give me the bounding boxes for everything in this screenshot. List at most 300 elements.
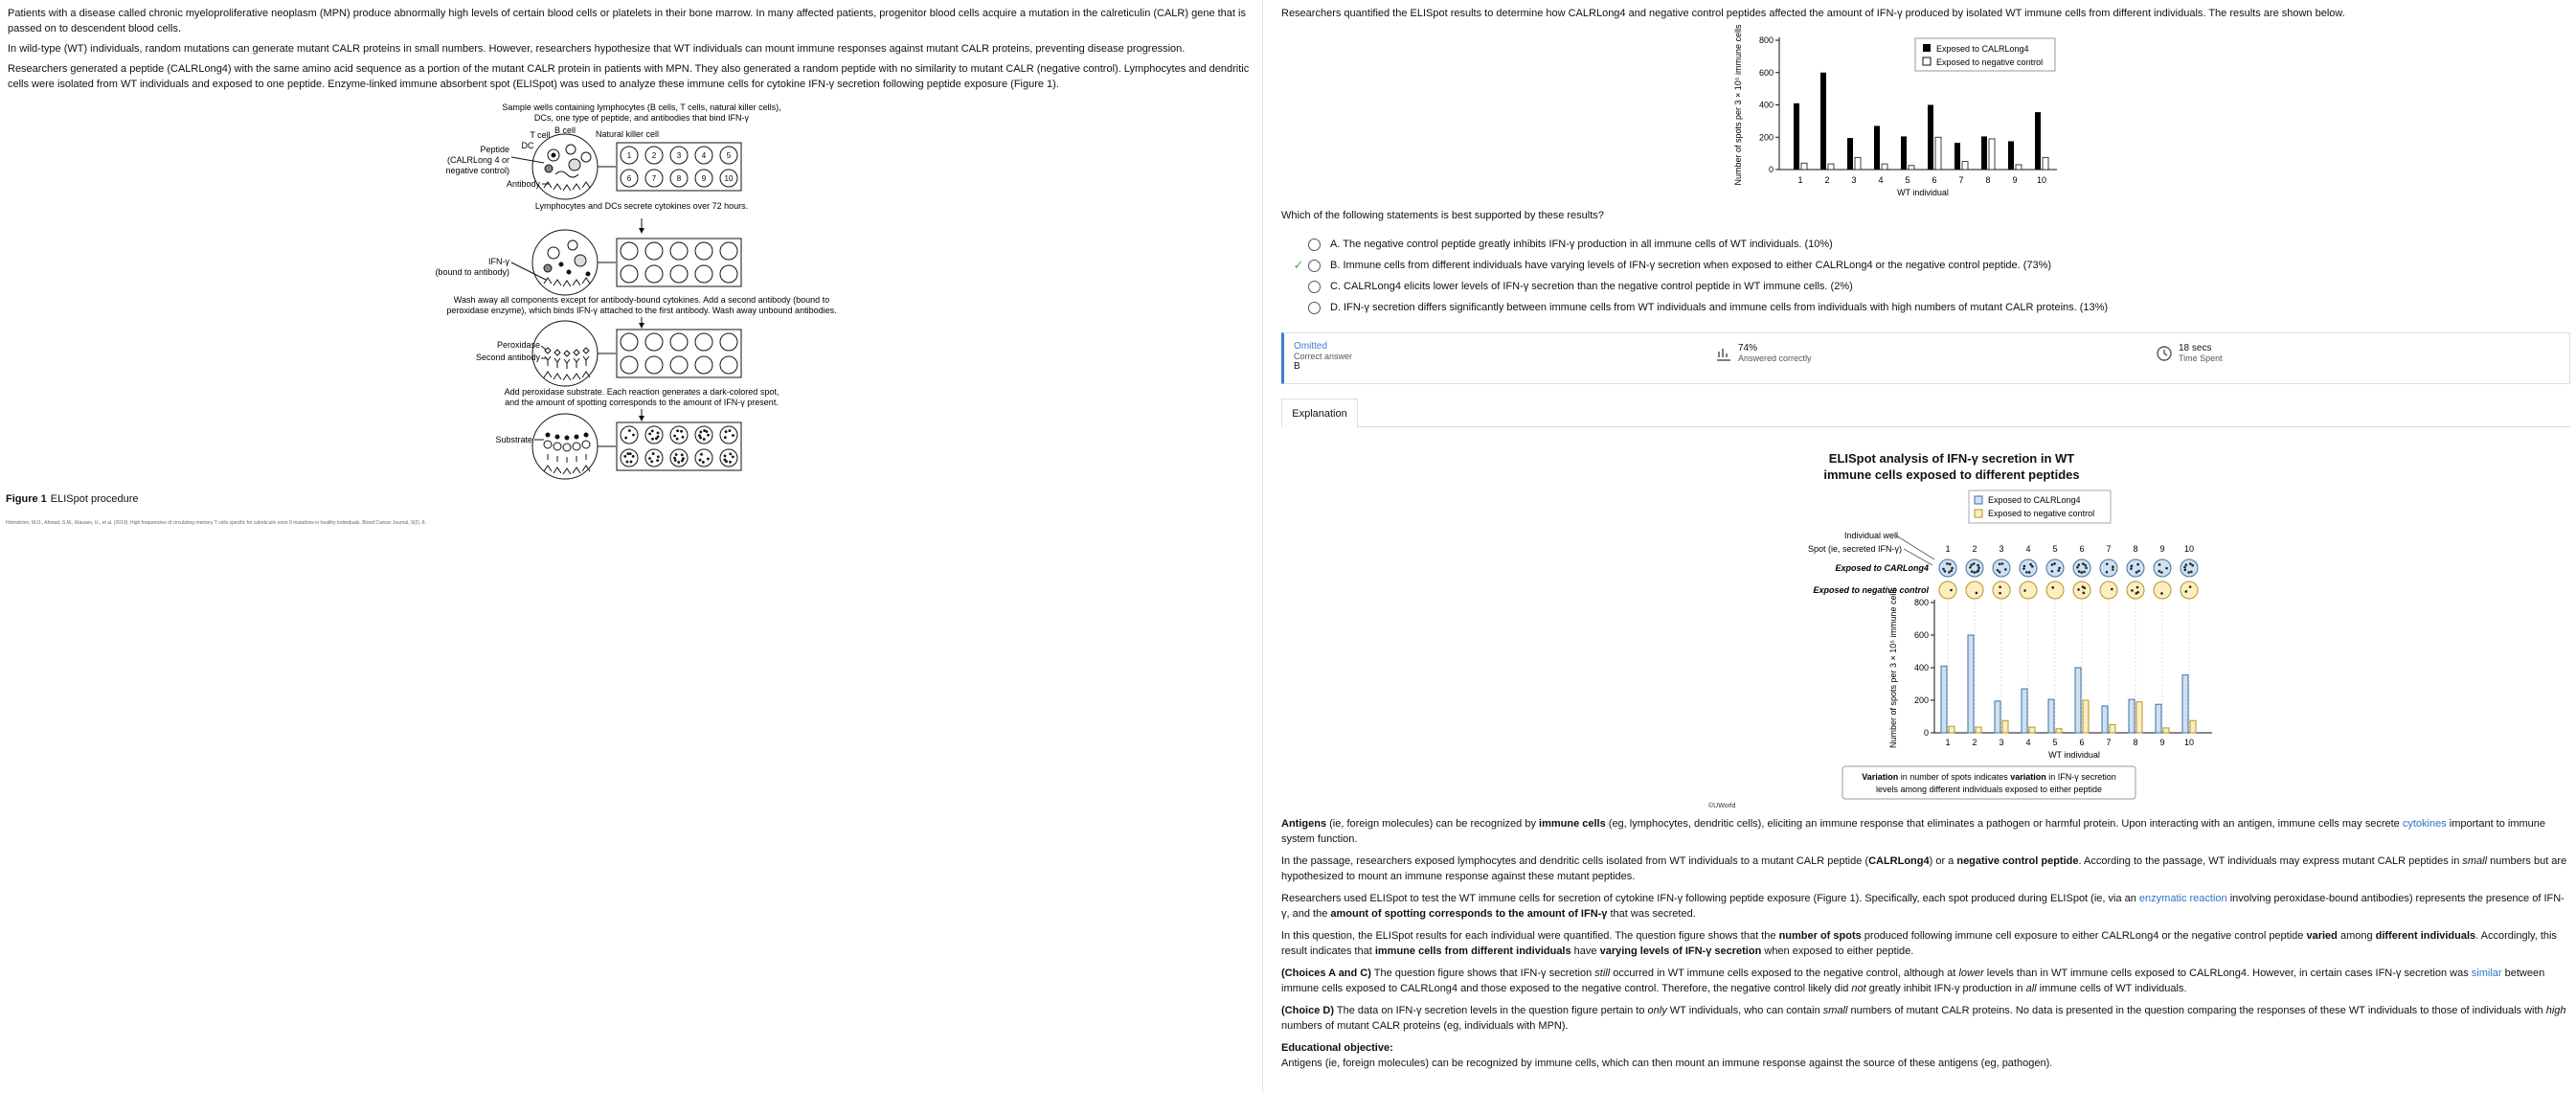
bar-negative-control [2043,157,2048,170]
well-spot [2135,592,2138,595]
explanation-bar-chart [1888,586,2212,760]
well-spot [1999,585,2001,588]
plate-well-number: 6 [626,174,632,183]
plate-spot [732,434,734,437]
well-number: 4 [2025,544,2031,554]
well-number: 3 [1999,544,2004,554]
well-spot [1999,592,2001,595]
well-spot [1951,567,1954,570]
well-spot [2185,590,2188,593]
y-axis-label: Number of spots per 3 × 10⁵ immune cells [1733,24,1743,186]
well-spot [2112,565,2114,568]
y-tick-label: 400 [1913,663,1929,672]
plate-spot [648,432,651,435]
bar-calrlong4 [2048,699,2054,733]
well-spot [2022,567,2025,570]
plate-spot [707,434,710,437]
y-tick-label: 600 [1758,67,1774,78]
well-negative-control [1939,581,1956,599]
well-calrlong4 [2100,559,2117,577]
step3-text-a: Wash away all components except for antibody-bound cytokines. Add a second antibody (bound to [453,295,830,305]
bar-calrlong4 [2075,668,2081,733]
bar-negative-control [2110,725,2115,734]
passage-panel [0,0,1262,1093]
bar-calrlong4 [1995,701,2000,733]
y-tick-label: 600 [1913,630,1929,640]
plate-spot [674,459,677,462]
explanation-text [1281,816,2570,1078]
y-tick-label: 800 [1913,598,1929,607]
y-axis-label: Number of spots per 3 × 10⁵ immune cells [1888,586,1898,749]
well-spot [2189,585,2192,588]
bar-negative-control [1855,157,1861,170]
well-spot [2084,564,2087,567]
bar-calrlong4 [1941,666,1947,733]
explanation-title-line-1: ELISpot analysis of IFN-γ secretion in WT [1828,451,2075,466]
well-spot [2023,565,2026,568]
well-spot [2191,564,2194,567]
choice-a-text: A. The negative control peptide greatly inhibits IFN-γ production in all immune cells of WT individuals. (10%) [1330,239,1833,250]
x-tick-label: 10 [2036,175,2047,185]
plate-spot [729,429,732,432]
educational-objective-text: Antigens (ie, foreign molecules) can be recognized by immune cells, which can then mount an immune response against the source of these antigens (eg, pathogen). [1281,1058,2053,1069]
copyright: ©UWorld [1708,803,1736,809]
plate-spot [632,434,635,437]
well-spot [1969,566,1972,569]
well-spot [2106,562,2109,565]
bar-negative-control [2029,727,2035,733]
well-spot [2158,570,2161,573]
choice-c[interactable] [1291,277,1853,296]
step2-text: Lymphocytes and DCs secrete cytokines over 72 hours. [534,201,749,211]
well-spot [2077,563,2080,566]
bar-calrlong4 [2156,704,2161,733]
plate-spot [724,454,727,457]
plate-spot [624,437,627,440]
plate-spot [628,429,631,432]
well-spot [2189,562,2192,565]
row-label-calr: Exposed to CARLong4 [1835,563,1929,573]
plate-spot [707,458,710,461]
bar-negative-control [1828,164,1834,170]
well-spot [2160,592,2163,595]
answer-stats-bar [1281,332,2570,384]
well-spot [1976,592,1978,595]
well-spot [1999,562,2001,565]
plate-spot [699,459,702,462]
plate-well [670,449,688,467]
well-spot [2131,589,2134,592]
well-calrlong4 [2127,559,2144,577]
plate-well [621,242,638,260]
plate-well [695,333,712,351]
plate-spot [626,452,629,455]
well-spot [2028,571,2031,574]
panel-divider [1262,0,1263,1093]
plate-spot [652,452,655,455]
well-spot [1948,571,1951,574]
bar-negative-control [1976,727,1981,733]
well-calrlong4 [2046,559,2064,577]
well-spot [2001,562,2004,565]
well-spot [1999,571,2001,574]
elispot-procedure-figure [435,100,843,483]
well-spot [1977,566,1980,569]
plate-well [670,333,688,351]
well-negative-control [2046,581,2064,599]
plate-spot [681,453,684,456]
bar-calrlong4 [1794,103,1799,170]
step1-text-a: Sample wells containing lymphocytes (B cells, T cells, natural killer cells), [502,102,781,112]
well-calrlong4 [1966,559,1983,577]
bar-calrlong4 [1874,125,1880,170]
choice-a[interactable] [1291,235,1833,254]
explanation-paragraph-2: In the passage, researchers exposed lymphocytes and dendritic cells isolated from WT individuals to a mutant CALR peptide (CALRLong4) or a negative control peptide. According to the passage, WT individuals may express mutant CALR peptides in small numbers but are hypothesized to mount an immune response against these mutant peptides. [1281,855,2567,882]
well-spot [2137,570,2140,573]
spot-label: Spot (ie, secreted IFN-γ) [1808,544,1903,554]
well-spot [1946,562,1949,565]
well-spot [2184,569,2187,572]
plate-well [621,449,638,467]
legend-neg-text: Exposed to negative control [1988,509,2095,518]
step4-text-a: Add peroxidase substrate. Each reaction generates a dark-colored spot, [504,387,780,397]
well-spot [2023,589,2026,592]
bar-chart-icon [1715,345,1732,362]
plate-spot [656,459,659,462]
plate-well [720,242,737,260]
x-tick-label: 8 [2133,738,2138,747]
well-spot [2051,586,2054,589]
plate-spot [676,438,679,441]
x-tick-label: 2 [1824,175,1830,185]
well-spot [2158,563,2161,566]
plate-spot [729,461,732,464]
plate-spot [699,437,702,440]
plate-spot [651,429,654,432]
well-spot [2029,563,2032,566]
plate-well [695,449,712,467]
plate-spot [703,429,706,432]
legend-swatch-calr [1923,44,1931,52]
choice-b-radio[interactable] [1308,260,1321,272]
plate-well-number: 3 [676,151,682,160]
time-spent: 18 secs [2179,343,2212,353]
plate-spot [673,457,676,460]
plate-spot [657,432,660,435]
cytokines-link[interactable]: cytokines [2402,818,2447,830]
substrate-label: Substrate [495,435,532,444]
percent-correct-label: Answered correctly [1738,353,1812,363]
plate-spot [648,457,651,460]
y-tick-label: 800 [1758,35,1774,45]
x-axis-label: WT individual [1897,188,1949,197]
step1-text-b: DCs, one type of peptide, and antibodies that bind IFN-γ [533,113,750,123]
plate-spot [700,453,703,456]
plate-well [670,356,688,374]
well-number: 1 [1945,544,1951,554]
well-calrlong4 [2154,559,2171,577]
legend-calr-text: Exposed to CALRLong4 [1988,495,2081,505]
plate-spot [680,430,683,433]
y-tick-label: 0 [1923,728,1929,738]
well-spot [2085,566,2088,569]
plate-spot [725,430,728,433]
x-tick-label: 1 [1797,175,1803,185]
plate-well [645,265,663,283]
percent-block [1715,343,1812,363]
well-spot [2083,587,2086,590]
well-negative-control [2073,581,2090,599]
choice-c-radio[interactable] [1308,281,1321,293]
well-spot [2136,586,2139,589]
well-spot [2051,570,2054,573]
tab-explanation[interactable]: Explanation [1281,398,1358,428]
explanation-paragraph-5: (Choices A and C) The question figure shows that IFN-γ secretion still occurred in WT immune cells exposed to the negative control, although at lower levels than in WT immune cells exposed to CALRLong4. However, in certain cases IFN-γ secretion was similar between immune cells exposed to CALRLong4 and those exposed to the negative control. Therefore, the negative control likely did not greatly inhibit IFN-γ production in all immune cells of WT individuals. [1281,968,2545,994]
well-negative-control [2100,581,2117,599]
x-tick-label: 7 [2106,738,2112,747]
question-stem: Which of the following statements is best supported by these results? [1281,210,1604,221]
well-number: 8 [2133,544,2138,554]
choice-b[interactable] [1291,256,2051,275]
well-spot [2078,570,2081,573]
plate-spot [729,452,732,455]
legend-swatch-neg [1975,510,1982,517]
well-spot [2160,571,2163,574]
well-spot [1977,569,1980,572]
well-calrlong4 [2073,559,2090,577]
bar-calrlong4 [1955,143,1960,170]
plate-well-number: 4 [701,151,707,160]
well-calrlong4 [1993,559,2010,577]
row-label-neg: Exposed to negative control [1813,585,1929,595]
well-spot [2082,562,2085,565]
explanation-figure-title [1789,450,2114,483]
bar-calrlong4 [2102,706,2108,733]
plate-well [645,356,663,374]
well-spot [2111,588,2113,591]
clock-icon [2156,345,2173,362]
time-block [2156,343,2223,363]
y-tick-label: 200 [1913,695,1929,705]
well-spot [2131,565,2134,568]
well-spot [2080,571,2083,574]
plate-well-number: 5 [726,151,732,160]
x-tick-label: 6 [2079,738,2085,747]
x-tick-label: 2 [1972,738,1977,747]
x-tick-label: 8 [1985,175,1991,185]
choice-a-radio[interactable] [1308,239,1321,251]
choice-d[interactable] [1291,298,2108,317]
peroxidase-label: Peroxidase [496,340,540,350]
choice-d-text: D. IFN-γ secretion differs significantly between immune cells from WT individuals and immune cells from individuals with high numbers of mutant CALR proteins. (13%) [1330,302,2109,313]
well-spot [2076,566,2079,569]
plate-well-number: 2 [651,151,657,160]
plate-spot [682,457,685,460]
explanation-title-line-2: immune cells exposed to different peptides [1823,467,2080,482]
educational-objective-title: Educational objective: [1281,1042,1393,1054]
bar-calrlong4 [1928,105,1933,171]
plate-well [695,426,712,444]
correct-check-icon: ✓ [1293,258,1304,272]
well-spot [1973,562,1976,565]
x-tick-label: 6 [1932,175,1937,185]
well-spot [2135,571,2138,574]
bar-calrlong4 [1901,136,1907,170]
plate-well [621,426,638,444]
figure-title: ELISpot procedure [50,493,139,505]
answer-status-block [1294,341,1352,372]
bar-calrlong4 [2129,699,2135,733]
plate-well [720,333,737,351]
well-spot [2025,571,2028,574]
antibody-label: Antibody [506,179,540,189]
t-cell-label: T cell [530,130,551,140]
well-spot [1997,569,2000,572]
plate-well [695,265,712,283]
plate-spot [623,455,626,458]
bar-negative-control [1882,164,1887,170]
peptide-label-b: (CALRLong 4 or [446,155,509,165]
y-tick-label: 400 [1758,100,1774,110]
results-text: Researchers quantified the ELISpot results to determine how CALRLong4 and negative control peptides affected the amount of IFN-γ produced by isolated WT immune cells from different individuals. The results are shown below. [1281,8,2345,19]
plate-well [695,242,712,260]
well-spot [2077,588,2080,591]
bar-negative-control [1962,162,1968,170]
explanation-figure [1703,489,2195,805]
choice-d-radio[interactable] [1308,302,1321,314]
bar-negative-control [1989,139,1995,170]
well-negative-control [2020,581,2037,599]
legend-swatch-neg [1923,57,1931,65]
answer-status: Omitted [1294,341,1328,352]
well-spot [2058,567,2061,570]
well-spot [2053,562,2056,565]
plate-well [720,265,737,283]
plate-spot [703,438,706,441]
plate-well [695,356,712,374]
x-tick-label: 10 [2183,738,2195,747]
explanation-paragraph-1: Antigens (ie, foreign molecules) can be recognized by immune cells (eg, lymphocytes, dendritic cells), eliciting an immune response that eliminates a pathogen or harmful protein. Upon interacting with an antigen, immune cells may secrete cytokines important to immune system function. [1281,818,2546,845]
bar-negative-control [2083,700,2089,733]
x-axis-label: WT individual [2048,750,2100,760]
well-plate-numbered [617,143,741,191]
plate-well-number: 9 [701,174,707,183]
well-spot [2165,567,2168,570]
bar-calrlong4 [2182,675,2188,733]
well-negative-control [2154,581,2171,599]
well-spot [2031,565,2034,568]
plate-well-number: 10 [724,174,734,183]
plate-spot [675,453,678,456]
x-tick-label: 3 [1999,738,2004,747]
well-spot [2083,592,2086,595]
plate-spot [629,452,632,455]
bar-negative-control [2163,728,2169,733]
plate-spot [657,435,660,438]
similar-link[interactable]: similar [2471,968,2502,979]
well-spot [1950,569,1953,572]
well-spot [2083,571,2086,574]
legend-neg: Exposed to negative control [1936,57,2044,67]
well-spot [1950,589,1953,592]
plate-spot [724,436,727,439]
explanation-paragraph-4: In this question, the ELISpot results for each individual were quantified. The question figure shows that the number of spots produced following immune cell exposure to either CALRLong4 or the negative control peptide varied among different individuals. Accordingly, this result indicates that immune cells from different individuals have varying levels of IFN-γ secretion when exposed to either peptide. [1281,930,2557,957]
plate-well [670,242,688,260]
plate-well-number: 7 [651,174,657,183]
x-tick-label: 9 [2012,175,2018,185]
bar-calrlong4 [2022,689,2027,733]
well-spot [1977,564,1979,567]
step4-text-b: and the amount of spotting corresponds to the amount of IFN-γ present. [505,398,779,407]
well-plate-empty-1 [617,239,741,286]
well-spot [2136,563,2139,566]
plate-well [670,426,688,444]
x-tick-label: 3 [1851,175,1857,185]
x-tick-label: 5 [1905,175,1910,185]
plate-well-number: 8 [676,174,682,183]
cells-illustration [544,145,591,191]
well-negative-control [1966,581,1983,599]
figure-number: Figure 1 [6,493,47,505]
x-tick-label: 5 [2052,738,2058,747]
plate-well [621,265,638,283]
bar-negative-control [1949,726,1955,733]
plate-spot [699,430,702,433]
plate-well [720,356,737,374]
well-number: 7 [2106,544,2112,554]
plate-spot [725,460,728,463]
x-tick-label: 4 [1878,175,1884,185]
well-spot [2187,571,2190,574]
bar-calrlong4 [2035,112,2041,170]
plate-well-number: 1 [626,151,632,160]
y-tick-label: 200 [1758,132,1774,143]
well-spot [1942,568,1945,571]
figure-caption [6,493,139,505]
ifn-label-b: (bound to antibody) [435,267,509,277]
tab-bar [1281,398,2570,427]
plate-well [645,449,663,467]
x-tick-label: 9 [2159,738,2165,747]
bar-negative-control [1935,137,1941,170]
bar-calrlong4 [2008,141,2014,170]
passage-paragraph-3: Researchers generated a peptide (CALRLong4) with the same amino acid sequence as a portion of the mutant CALR protein in patients with MPN. They also generated a random peptide with no similarity to mutant CALR (negative control). Lymphocytes and dendritic cells were isolated from WT individuals and exposed to one peptide. Enzyme-linked immune absorbent spot (ELISpot) was used to analyze these immune cells for cytokine IFN-γ secretion following peptide exposure (Figure 1). [8,63,1250,90]
time-spent-label: Time Spent [2179,353,2223,363]
bar-negative-control [2190,720,2196,733]
well-negative-control [1993,581,2010,599]
plate-well [720,449,737,467]
well-calrlong4 [1939,559,1956,577]
well-negative-control [2127,581,2144,599]
well-spot [2190,571,2193,574]
well-spot [1973,571,1976,574]
plate-spot [626,461,629,464]
well-number: 10 [2183,544,2195,554]
bar-calrlong4 [1968,635,1974,733]
plate-spot [630,461,633,464]
well-spot [2130,567,2133,570]
explanation-paragraph-3: Researchers used ELISpot to test the WT immune cells for secretion of cytokine IFN-γ following peptide exposure (Figure 1). Specifically, each spot produced during ELISpot (ie, via an enzymatic reaction involving peroxidase-bound antibodies) represents the presence of IFN-γ, and the amount of spotting corresponds to the amount of IFN-γ that was secreted. [1281,893,2565,920]
question-panel [1281,0,2572,1093]
dc-label: DC [521,141,534,150]
y-tick-label: 0 [1768,165,1774,174]
enzymatic-reaction-link[interactable]: enzymatic reaction [2138,893,2227,904]
ifn-label-a: IFN-γ [488,257,509,266]
bar-negative-control [1801,163,1807,170]
plate-spot [657,455,660,458]
plate-spot [632,455,635,458]
well-calrlong4 [2020,559,2037,577]
